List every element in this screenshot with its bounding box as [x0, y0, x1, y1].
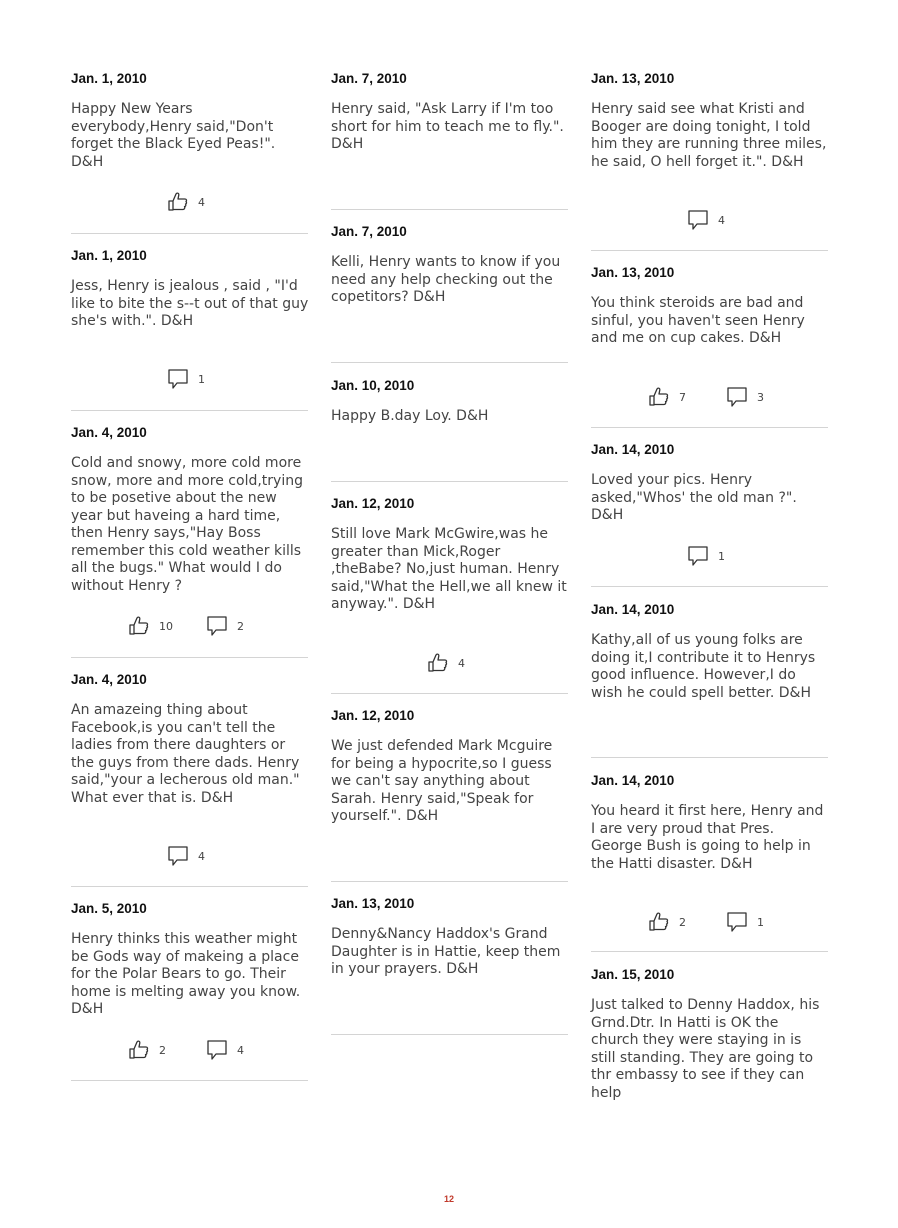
comment-count: 2 [237, 619, 244, 633]
divider [591, 951, 828, 952]
divider [71, 657, 308, 658]
comment-icon [725, 385, 749, 409]
divider [71, 233, 308, 234]
post-text: We just defended Mark Mcguire for being a hypocrite,so I guess we can't say anything about Sarah. Henry said,"Speak for yourself.". D&H [331, 738, 553, 824]
divider [331, 881, 568, 882]
post-text: Just talked to Denny Haddox, his Grnd.Dtr. In Hatti is OK the church they were staying in is still standing. They are going to thr embassy to see if they can help [591, 997, 820, 1101]
like-count: 10 [159, 619, 173, 633]
thumbs-up-icon [127, 614, 151, 638]
like-count: 4 [198, 195, 205, 209]
post-text: Happy New Years everybody,Henry said,"Don't forget the Black Eyed Peas!". D&H [71, 101, 276, 170]
like-reaction[interactable] [127, 614, 173, 638]
divider [331, 693, 568, 694]
comment-icon [686, 208, 710, 232]
post-text: Kelli, Henry wants to know if you need any help checking out the copetitors? D&H [331, 254, 561, 305]
post-date: Jan. 12, 2010 [331, 496, 415, 511]
divider [591, 250, 828, 251]
like-reaction[interactable] [426, 651, 465, 675]
post-date: Jan. 7, 2010 [331, 224, 407, 239]
thumbs-up-icon [166, 190, 190, 214]
post-text: Henry thinks this weather might be Gods way of makeing a place for the Polar Bears to go. Their home is melting away you know. D&H [71, 931, 301, 1017]
comment-reaction[interactable] [166, 844, 205, 868]
like-count: 2 [159, 1043, 166, 1057]
comment-count: 4 [718, 213, 725, 227]
divider [71, 410, 308, 411]
post-date: Jan. 4, 2010 [71, 672, 147, 687]
comment-icon [166, 844, 190, 868]
post-text: Jess, Henry is jealous , said , "I'd like to bite the s--t out of that guy she's with.". D&H [71, 278, 309, 329]
post-date: Jan. 5, 2010 [71, 901, 147, 916]
divider [331, 481, 568, 482]
like-reaction[interactable] [127, 1038, 166, 1062]
like-reaction[interactable] [647, 385, 686, 409]
comment-icon [205, 1038, 229, 1062]
comment-count: 3 [757, 390, 764, 404]
comment-reaction[interactable] [205, 1038, 244, 1062]
like-reaction[interactable] [647, 910, 686, 934]
comment-reaction[interactable] [725, 910, 764, 934]
post-date: Jan. 12, 2010 [331, 708, 415, 723]
divider [71, 1080, 308, 1081]
post-text: Henry said see what Kristi and Booger are doing tonight, I told him they are running three miles, he said, O hell forget it.". D&H [591, 101, 827, 170]
comment-count: 4 [237, 1043, 244, 1057]
post-date: Jan. 14, 2010 [591, 442, 675, 457]
post-text: Still love Mark McGwire,was he greater than Mick,Roger ,theBabe? No,just human. Henry said,"What the Hell,we all knew it anyway.". D&H [331, 526, 567, 612]
post-text: Happy B.day Loy. D&H [331, 408, 489, 424]
like-count: 7 [679, 390, 686, 404]
like-reaction[interactable] [166, 190, 205, 214]
comment-icon [725, 910, 749, 934]
post-date: Jan. 13, 2010 [591, 71, 675, 86]
comment-reaction[interactable] [686, 544, 725, 568]
divider [71, 886, 308, 887]
divider [331, 209, 568, 210]
post-text: Loved your pics. Henry asked,"Whos' the old man ?". D&H [591, 472, 797, 523]
post-text: Kathy,all of us young folks are doing it,I contribute it to Henrys good influence. However,I do wish he could spell better. D&H [591, 632, 816, 701]
comment-reaction[interactable] [205, 614, 244, 638]
post-text: Henry said, "Ask Larry if I'm too short for him to teach me to fly.". D&H [331, 101, 564, 152]
comment-icon [166, 367, 190, 391]
post-text: You think steroids are bad and sinful, you haven't seen Henry and me on cup cakes. D&H [591, 295, 805, 346]
like-count: 2 [679, 915, 686, 929]
post-date: Jan. 13, 2010 [591, 265, 675, 280]
thumbs-up-icon [127, 1038, 151, 1062]
post-date: Jan. 7, 2010 [331, 71, 407, 86]
post-date: Jan. 10, 2010 [331, 378, 415, 393]
post-date: Jan. 4, 2010 [71, 425, 147, 440]
comment-icon [205, 614, 229, 638]
like-count: 4 [458, 656, 465, 670]
post-text: Denny&Nancy Haddox's Grand Daughter is in Hattie, keep them in your prayers. D&H [331, 926, 561, 977]
post-date: Jan. 1, 2010 [71, 248, 147, 263]
thumbs-up-icon [426, 651, 450, 675]
post-date: Jan. 1, 2010 [71, 71, 147, 86]
post-date: Jan. 15, 2010 [591, 967, 675, 982]
comment-icon [686, 544, 710, 568]
post-date: Jan. 13, 2010 [331, 896, 415, 911]
divider [591, 757, 828, 758]
comment-reaction[interactable] [686, 208, 725, 232]
comment-count: 1 [198, 372, 205, 386]
page-number: 12 [443, 1194, 454, 1204]
comment-reaction[interactable] [725, 385, 764, 409]
post-date: Jan. 14, 2010 [591, 773, 675, 788]
divider [331, 1034, 568, 1035]
divider [591, 586, 828, 587]
comment-reaction[interactable] [166, 367, 205, 391]
comment-count: 1 [718, 549, 725, 563]
divider [331, 362, 568, 363]
thumbs-up-icon [647, 910, 671, 934]
divider [591, 427, 828, 428]
comment-count: 4 [198, 849, 205, 863]
post-date: Jan. 14, 2010 [591, 602, 675, 617]
post-text: You heard it first here, Henry and I are very proud that Pres. George Bush is going to help in the Hatti disaster. D&H [591, 803, 824, 872]
thumbs-up-icon [647, 385, 671, 409]
post-text: An amazeing thing about Facebook,is you can't tell the ladies from there daughters or the guys from there dads. Henry said,"your a lecherous old man." What ever that is. D&H [71, 702, 300, 806]
comment-count: 1 [757, 915, 764, 929]
post-text: Cold and snowy, more cold more snow, more and more cold,trying to be posetive about the new year but haveing a hard time, then Henry says,"Hay Boss remember this cold weather kills all the bugs." What would I do without Henry ? [71, 455, 303, 594]
